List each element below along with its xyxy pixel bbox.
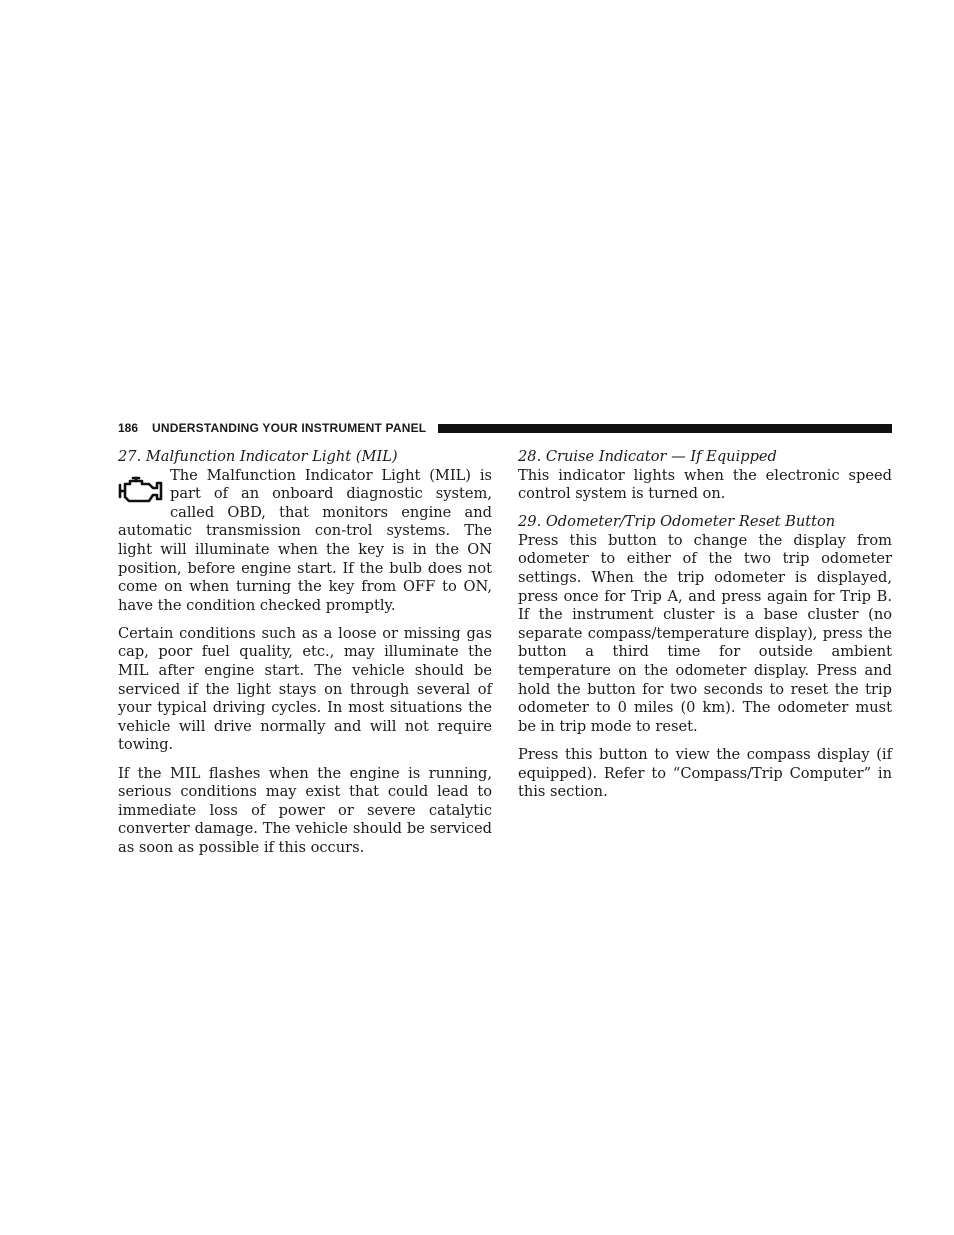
left-column	[118, 448, 492, 857]
header-rule	[438, 424, 892, 433]
section-title: UNDERSTANDING YOUR INSTRUMENT PANEL	[152, 421, 427, 435]
item-29-heading: 29. Odometer/Trip Odometer Reset Button	[518, 513, 836, 531]
right-column	[518, 448, 892, 802]
page-header	[118, 420, 892, 436]
item-29-paragraph-2: Press this button to view the compass display (if equipped). Refer to “Compass/Trip Computer” in this section.	[518, 745, 892, 801]
page-number: 186	[118, 421, 139, 435]
item-27-heading: 27. Malfunction Indicator Light (MIL)	[118, 448, 398, 465]
item-27-paragraph-3: If the MIL flashes when the engine is running, serious conditions may exist that could lead to immediate loss of power or severe catalytic converter damage. The vehicle should be serviced as soon as possible if this occurs.	[118, 764, 492, 856]
item-29-paragraph-1: Press this button to change the display from odometer to either of the two trip odometer settings. When the trip odometer is displayed, press once for Trip A, and press again for Trip B. If the instrument cluster is a base cluster (no separate compass/temperature display), press the button a third time for outside ambient temperature on the odometer display. Press and hold the button for two seconds to reset the trip odometer to 0 miles (0 km). The odometer must be in trip mode to reset.	[518, 531, 892, 735]
item-27-paragraph-1: The Malfunction Indicator Light (MIL) is part of an onboard diagnostic system, called OBD, that monitors engine and automatic transmission con-trol systems. The light will illuminate when the key is in the ON position, before engine start. If the bulb does not come on when turning the key from OFF to ON, have the condition checked promptly.	[118, 466, 492, 614]
check-engine-icon	[118, 475, 164, 505]
item-28-paragraph-1: This indicator lights when the electronic speed control system is turned on.	[518, 466, 892, 503]
item-28-heading: 28. Cruise Indicator — If Equipped	[518, 448, 777, 465]
item-27-paragraph-2: Certain conditions such as a loose or missing gas cap, poor fuel quality, etc., may illuminate the MIL after engine start. The vehicle should be serviced if the light stays on through several of your typical driving cycles. In most situations the vehicle will drive normally and will not require towing.	[118, 624, 492, 754]
